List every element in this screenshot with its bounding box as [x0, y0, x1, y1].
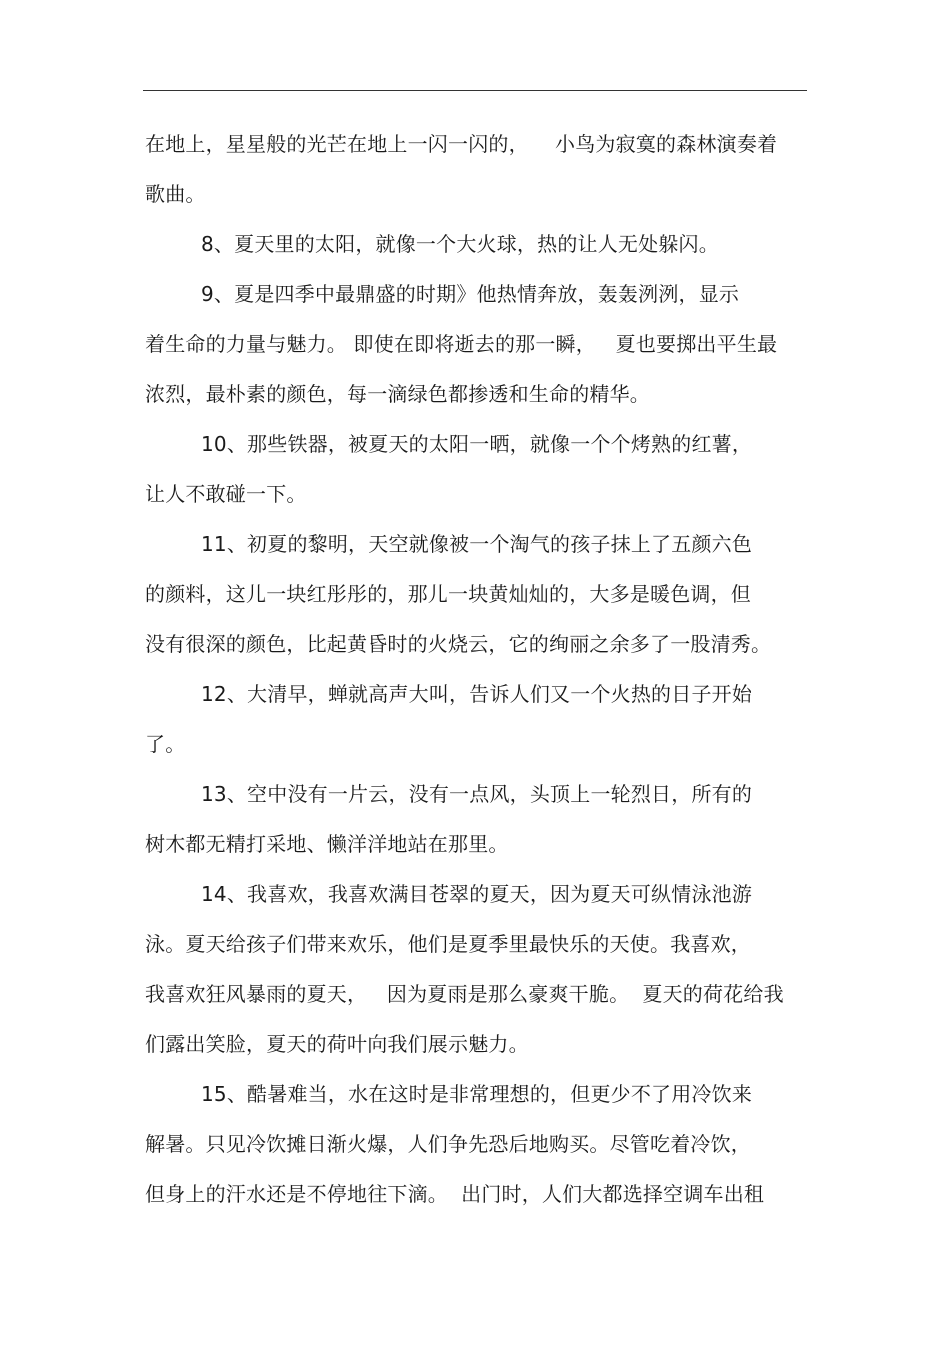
text-line: 11、初夏的黎明，天空就像被一个淘气的孩子抹上了五颜六色	[201, 532, 753, 556]
text-line: 在地上，星星般的光芒在地上一闪一闪的， 小鸟为寂寞的森林演奏着	[145, 132, 778, 156]
text-line: 了。	[145, 732, 186, 756]
text-line: 树木都无精打采地、懒洋洋地站在那里。	[145, 832, 509, 856]
text-line: 没有很深的颜色，比起黄昏时的火烧云，它的绚丽之余多了一股清秀。	[145, 632, 772, 656]
text-line: 8、夏天里的太阳，就像一个大火球，热的让人无处躲闪。	[201, 232, 719, 256]
text-line: 让人不敢碰一下。	[145, 482, 307, 506]
text-line: 10、那些铁器，被夏天的太阳一晒，就像一个个烤熟的红薯，	[201, 432, 753, 456]
text-line: 的颜料，这儿一块红彤彤的，那儿一块黄灿灿的，大多是暖色调，但	[145, 582, 751, 606]
text-line: 9、夏是四季中最鼎盛的时期》他热情奔放，轰轰洌洌，显示	[201, 282, 740, 306]
text-line: 们露出笑脸，夏天的荷叶向我们展示魅力。	[145, 1032, 529, 1056]
text-line: 浓烈，最朴素的颜色，每一滴绿色都掺透和生命的精华。	[145, 382, 650, 406]
text-line: 歌曲。	[145, 182, 206, 206]
text-line: 解暑。只见冷饮摊日渐火爆，人们争先恐后地购买。尽管吃着冷饮，	[145, 1132, 751, 1156]
text-line: 12、大清早，蝉就高声大叫，告诉人们又一个火热的日子开始	[201, 682, 753, 706]
text-line: 14、我喜欢，我喜欢满目苍翠的夏天，因为夏天可纵情泳池游	[201, 882, 753, 906]
text-line: 15、酷暑难当，水在这时是非常理想的，但更少不了用冷饮来	[201, 1082, 753, 1106]
text-line: 但身上的汗水还是不停地往下滴。 出门时，人们大都选择空调车出租	[145, 1182, 765, 1206]
header-rule	[143, 90, 807, 91]
text-line: 我喜欢狂风暴雨的夏天， 因为夏雨是那么豪爽干脆。 夏天的荷花给我	[145, 982, 784, 1006]
text-line: 着生命的力量与魅力。 即使在即将逝去的那一瞬， 夏也要掷出平生最	[145, 332, 778, 356]
text-line: 泳。夏天给孩子们带来欢乐，他们是夏季里最快乐的天使。我喜欢，	[145, 932, 751, 956]
text-line: 13、空中没有一片云，没有一点风，头顶上一轮烈日，所有的	[201, 782, 753, 806]
